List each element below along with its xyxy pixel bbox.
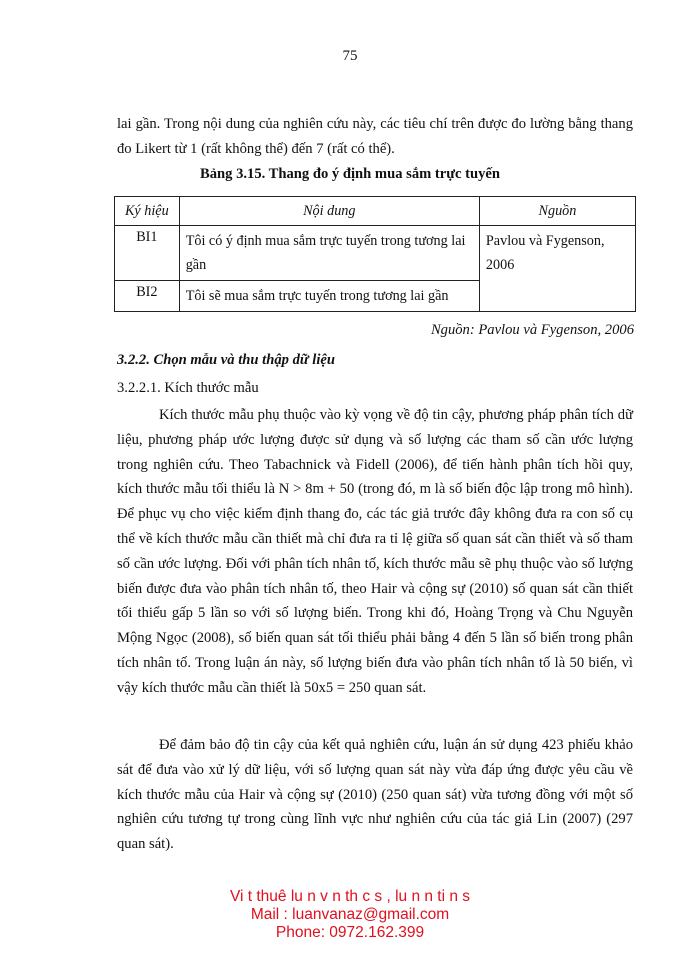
header-code: Ký hiệu — [115, 197, 180, 226]
table-row — [115, 226, 636, 281]
header-source: Nguồn — [479, 197, 635, 226]
body-paragraph-1: Kích thước mẫu phụ thuộc vào kỳ vọng về độ tin cậy, phương pháp phân tích dữ liệu, phương pháp ước lượng được sử dụng và số lượng các tham số cần ước lượng trong nghiên cứu. Theo Tabachnick và Fidell (2006), để tiến hành phân tích hồi quy, kích thước mẫu tối thiểu là N > 8m + 50 (trong đó, m là số biến độc lập trong mô hình). Để phục vụ cho việc kiểm định thang đo, các tác giả trước đây không đưa ra con số cụ thể về kích thước mẫu cần thiết mà chỉ đưa ra tỉ lệ giữa số quan sát cần thiết và số tham số cần ước lượng. Đối với phân tích nhân tố, kích thước mẫu sẽ phụ thuộc vào số lượng biến được đưa vào phân tích nhân tố, theo Hair và cộng sự (2010) số quan sát cần thiết tối thiểu gấp 5 lần so với số lượng biến. Trong khi đó, Hoàng Trọng và Chu Nguyễn Mộng Ngọc (2008), số biến quan sát tối thiểu phải bằng 4 đến 5 lần số biến trong phân tích nhân tố. Trong luận án này, số lượng biến đưa vào phân tích nhân tố là 50 biến, vì vậy kích thước mẫu cần thiết là 50x5 = 250 quan sát. — [117, 407, 633, 696]
intro-paragraph: lai gần. Trong nội dung của nghiên cứu này, các tiêu chí trên được đo lường bằng thang đo Likert từ 1 (rất không thể) đến 7 (rất có thể). — [117, 116, 633, 157]
row-content: Tôi sẽ mua sắm trực tuyến trong tương lai gần — [179, 281, 479, 312]
table-header-row — [115, 197, 636, 226]
body-paragraph-2: Để đảm bảo độ tin cậy của kết quả nghiên cứu, luận án sử dụng 423 phiếu khảo sát để đưa vào xử lý dữ liệu, với số lượng quan sát này vừa đáp ứng được yêu cầu về kích thước mẫu của Hair và cộng sự (2010) (250 quan sát) vừa tương đồng với một số nghiên cứu tương tự trong cùng lĩnh vực như nghiên cứu của tác giả Lin (2007) (297 quan sát). — [117, 737, 633, 853]
footer-email: Mail : luanvanaz@gmail.com — [250, 906, 450, 923]
row-code: BI1 — [115, 226, 180, 281]
footer-phone: Phone: 0972.162.399 — [275, 924, 425, 941]
source-note: Nguồn: Pavlou và Fygenson, 2006 — [430, 322, 634, 338]
subsection-heading: 3.2.2.1. Kích thước mẫu — [117, 380, 259, 396]
table-title: Bảng 3.15. Thang đo ý định mua sắm trực tuyến — [199, 166, 501, 182]
row-content: Tôi có ý định mua sắm trực tuyến trong tương lai gần — [179, 226, 479, 281]
page-number: 75 — [342, 48, 358, 64]
header-content: Nội dung — [179, 197, 479, 226]
scale-table — [114, 196, 636, 312]
section-heading: 3.2.2. Chọn mẫu và thu thập dữ liệu — [117, 352, 335, 368]
footer-line-1: Vi t thuê lu n v n th c s , lu n n ti n s — [229, 888, 471, 905]
row-code: BI2 — [115, 281, 180, 312]
source-cell: Pavlou và Fygenson, 2006 — [479, 226, 635, 312]
footer-watermark — [0, 888, 700, 942]
